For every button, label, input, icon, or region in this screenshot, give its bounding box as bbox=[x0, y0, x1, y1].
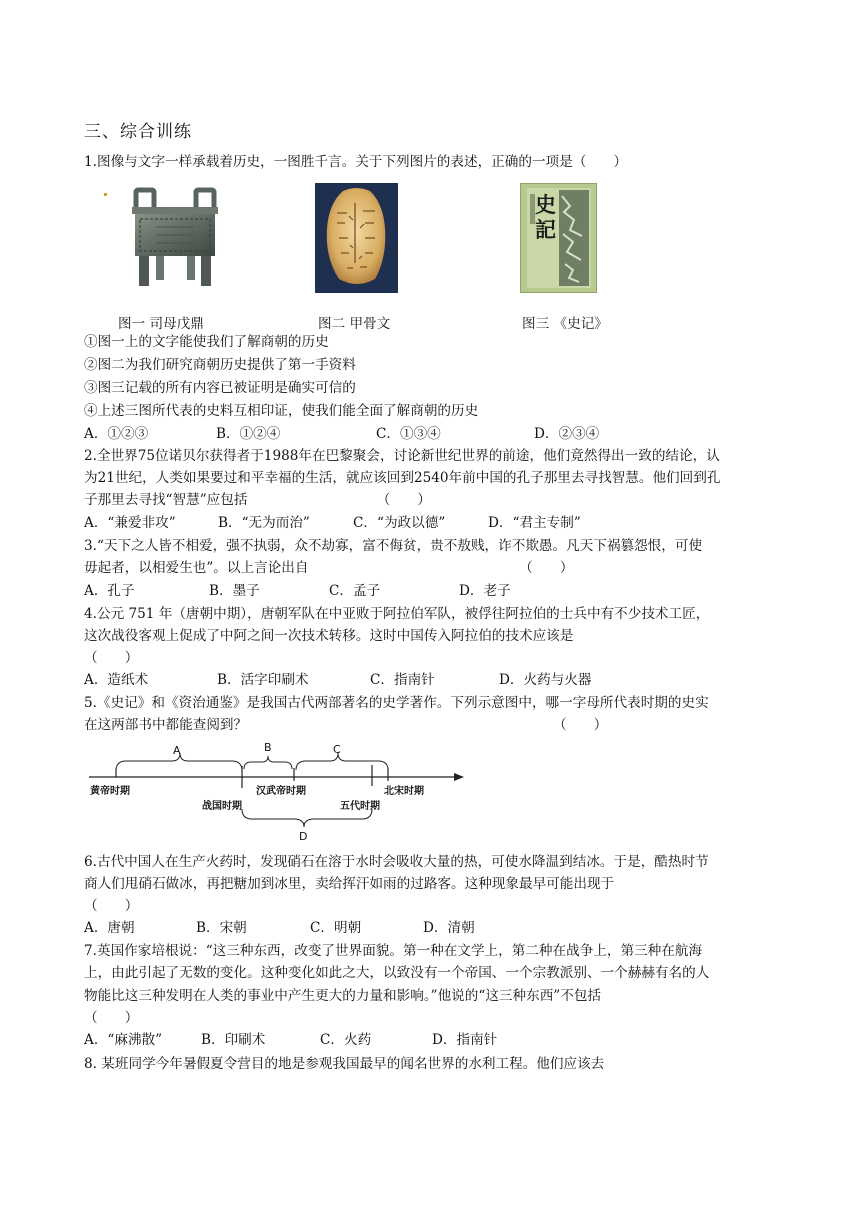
q3-line: 毋起者，以相爱生也”。以上言论出自 （ ） bbox=[84, 560, 574, 576]
option-b: B．“无为而治” bbox=[218, 515, 310, 531]
option-d: D．指南针 bbox=[432, 1032, 498, 1048]
period-label: 黄帝时期 bbox=[90, 786, 130, 797]
timeline-arrow bbox=[454, 773, 464, 781]
q7-options bbox=[84, 1031, 497, 1049]
period-label: 汉武帝时期 bbox=[256, 786, 306, 797]
q1-statement: ④上述三图所代表的史料互相印证，使我们能全面了解商朝的历史 bbox=[84, 403, 479, 419]
option-a: A．孔子 bbox=[84, 583, 135, 599]
book-cover-title: 史記 bbox=[535, 192, 556, 242]
q1-statement: ①图一上的文字能使我们了解商朝的历史 bbox=[84, 334, 329, 350]
brace-label-c: C bbox=[333, 743, 341, 756]
q2-line: 为21世纪，人类如果要过和平幸福的生活，就应该回到2540年前中国的孔子那里去寻找智慧。他们回到孔 bbox=[84, 470, 721, 486]
q3-line: 3.“天下之人皆不相爱，强不执弱，众不劫寡，富不侮贫，贵不敖贱，诈不欺愚。凡天下祸篡怨恨，可使 bbox=[84, 538, 703, 554]
q7-line: 物能比这三种发明在人类的事业中产生更大的力量和影响。”他说的“这三种东西”不包括 bbox=[84, 988, 602, 1004]
q6-line: 6.古代中国人在生产火药时，发现硝石在溶于水时会吸收大量的热，可使水降温到结冰。于是，酷热时节 bbox=[84, 854, 709, 870]
q6-options bbox=[84, 919, 475, 937]
section-title: 三、综合训练 bbox=[84, 122, 192, 142]
q4-line: 4.公元 751 年（唐朝中期），唐朝军队在中亚败于阿拉伯军队，被俘往阿拉伯的士兵中有不少技术工匠， bbox=[84, 606, 710, 622]
option-b: B．墨子 bbox=[209, 583, 260, 599]
brace-label-d: D bbox=[299, 830, 308, 843]
option-c: C．指南针 bbox=[370, 672, 435, 688]
q1-options bbox=[84, 425, 599, 443]
timeline-diagram bbox=[84, 737, 468, 847]
option-c: C．孟子 bbox=[329, 583, 381, 599]
option-b: B．①②④ bbox=[216, 426, 281, 442]
option-c: C．“为政以德” bbox=[353, 515, 446, 531]
option-b: B．宋朝 bbox=[196, 920, 247, 936]
q7-line: 上，由此引起了无数的变化。这种变化如此之大，以致没有一个帝国、一个宗教派别、一个赫赫有名的人 bbox=[84, 965, 710, 981]
option-d: D．清朝 bbox=[423, 920, 475, 936]
bronze-ding-icon bbox=[126, 187, 224, 291]
option-c: C．①③④ bbox=[376, 426, 441, 442]
q1-statement: ③图三记载的所有内容已被证明是确实可信的 bbox=[84, 380, 356, 396]
q1-stem: 1.图像与文字一样承载着历史，一图胜千言。关于下列图片的表述，正确的一项是（ ） bbox=[84, 154, 628, 170]
option-a: A．“麻沸散” bbox=[84, 1032, 163, 1048]
period-label: 战国时期 bbox=[202, 801, 242, 812]
q8-line: 8. 某班同学今年暑假夏令营目的地是参观我国最早的闻名世界的水利工程。他们应该去 bbox=[84, 1056, 605, 1072]
option-a: A．“兼爱非攻” bbox=[84, 515, 176, 531]
q4-line: 这次战役客观上促成了中阿之间一次技术转移。这时中国传入阿拉伯的技术应该是 bbox=[84, 628, 574, 644]
brace-label-b: B bbox=[264, 741, 272, 754]
brace-b bbox=[244, 756, 292, 769]
period-label: 五代时期 bbox=[340, 801, 380, 812]
q2-line: 2.全世界75位诺贝尔获得者于1988年在巴黎聚会，讨论新世纪世界的前途，他们竟然得出一致的结论，认 bbox=[84, 448, 720, 464]
q4-line: （ ） bbox=[84, 650, 139, 666]
q6-line: 商人们甩硝石做冰，再把糖加到冰里，卖给挥汗如雨的过路客。这种现象最早可能出现于 bbox=[84, 876, 615, 892]
option-b: B．印刷术 bbox=[201, 1032, 266, 1048]
option-a: A．唐朝 bbox=[84, 920, 135, 936]
q2-options bbox=[84, 514, 581, 532]
figure1-caption: 图一 司母戊鼎 bbox=[118, 316, 204, 332]
option-d: D．老子 bbox=[459, 583, 511, 599]
q1-statement: ②图二为我们研究商朝历史提供了第一手资料 bbox=[84, 357, 356, 373]
brace-label-a: A bbox=[173, 744, 181, 757]
option-a: A．①②③ bbox=[84, 426, 149, 442]
option-c: C．明朝 bbox=[310, 920, 362, 936]
option-a: A．造纸术 bbox=[84, 672, 149, 688]
q7-line: 7.英国作家培根说：“这三种东西，改变了世界面貌。第一种在文学上，第二种在战争上，第三种在航海 bbox=[84, 943, 703, 959]
q3-options bbox=[84, 582, 511, 600]
brace-c bbox=[296, 753, 388, 770]
q5-line: 在这两部书中都能查阅到？ （ ） bbox=[84, 717, 608, 733]
option-b: B．活字印刷术 bbox=[217, 672, 309, 688]
oracle-bone-icon bbox=[315, 183, 398, 293]
stray-mark bbox=[104, 193, 107, 196]
option-d: D．火药与火器 bbox=[499, 672, 592, 688]
book-cover-icon bbox=[520, 183, 597, 293]
q4-options bbox=[84, 671, 591, 689]
q7-line: （ ） bbox=[84, 1010, 139, 1026]
figure2-caption: 图二 甲骨文 bbox=[318, 316, 391, 332]
option-d: D．“君主专制” bbox=[488, 515, 581, 531]
period-label: 北宋时期 bbox=[384, 786, 424, 797]
option-c: C．火药 bbox=[320, 1032, 372, 1048]
q2-line: 子那里去寻找“智慧”应包括 （ ） bbox=[84, 492, 431, 508]
figure3-caption: 图三 《史记》 bbox=[522, 316, 608, 332]
q5-line: 5.《史记》和《资治通鉴》是我国古代两部著名的史学著作。下列示意图中，哪一字母所代表时期的史实 bbox=[84, 695, 709, 711]
q6-line: （ ） bbox=[84, 898, 139, 914]
option-d: D．②③④ bbox=[534, 426, 600, 442]
